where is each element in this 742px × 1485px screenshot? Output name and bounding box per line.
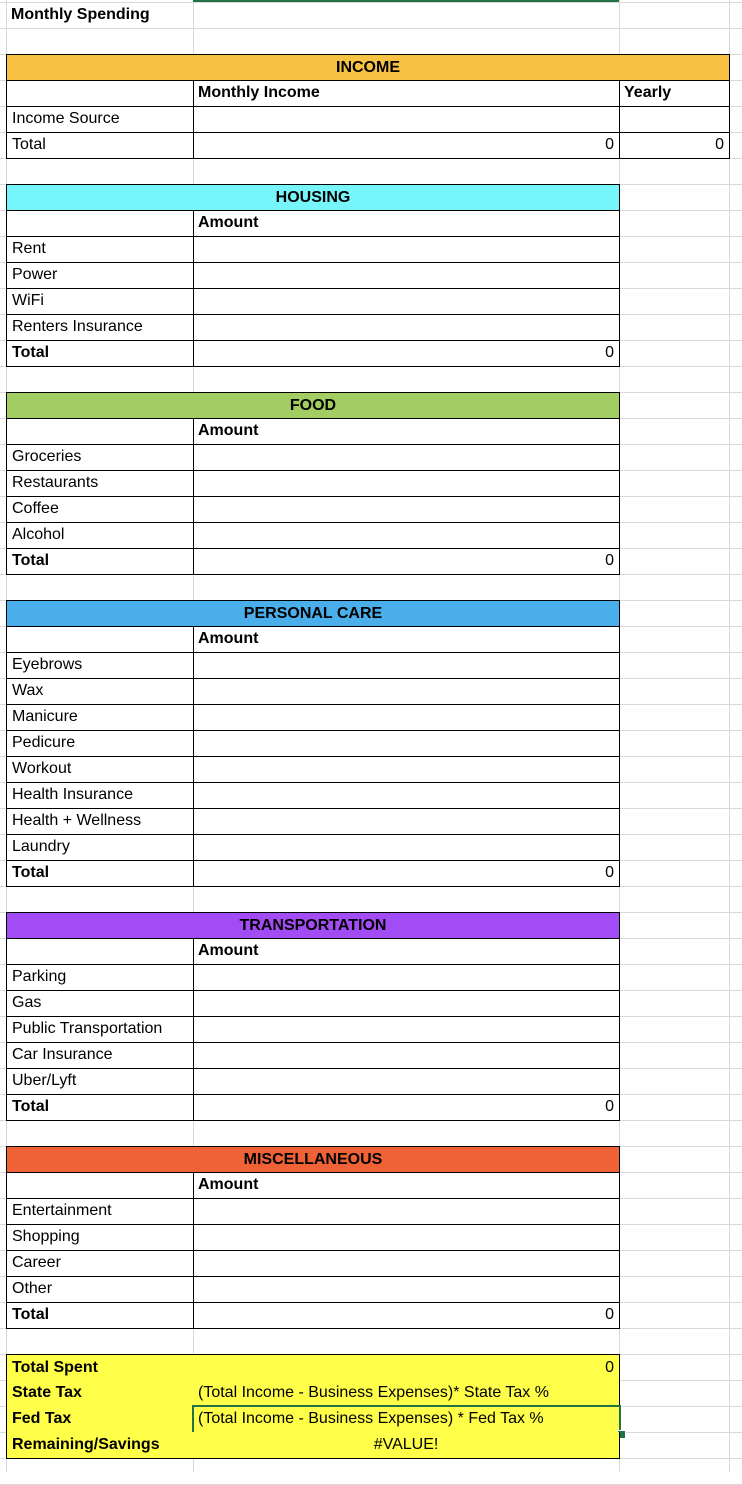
expense-amount-cell[interactable] xyxy=(193,522,620,549)
expense-row-label: Health + Wellness xyxy=(6,808,194,835)
expense-amount-cell[interactable] xyxy=(193,444,620,471)
expense-amount-cell[interactable] xyxy=(193,1250,620,1277)
income-yearly-cell[interactable] xyxy=(619,106,730,133)
expense-row-label: Uber/Lyft xyxy=(6,1068,194,1095)
column-header-yearly: Yearly xyxy=(619,80,730,107)
column-header-amount: Amount xyxy=(193,418,620,445)
expense-row-label: Alcohol xyxy=(6,522,194,549)
column-header-amount: Amount xyxy=(193,210,620,237)
section-total-label: Total xyxy=(6,548,194,575)
section-header-housing: HOUSING xyxy=(6,184,620,211)
section-total-value[interactable]: 0 xyxy=(193,548,620,575)
expense-amount-cell[interactable] xyxy=(193,314,620,341)
expense-row-label: Manicure xyxy=(6,704,194,731)
summary-value-fed-tax[interactable]: (Total Income - Business Expenses) * Fed Tax % xyxy=(193,1406,620,1433)
expense-row-label: Public Transportation xyxy=(6,1016,194,1043)
section-total-value[interactable]: 0 xyxy=(193,1094,620,1121)
expense-row-label: Shopping xyxy=(6,1224,194,1251)
section-total-label: Total xyxy=(6,860,194,887)
expense-row-label: Career xyxy=(6,1250,194,1277)
expense-row-label: Restaurants xyxy=(6,470,194,497)
blank-cell xyxy=(6,1172,194,1199)
summary-value-remaining[interactable]: #VALUE! xyxy=(193,1432,620,1459)
sheet-title: Monthly Spending xyxy=(11,6,150,23)
expense-row-label: Laundry xyxy=(6,834,194,861)
expense-row-label: Health Insurance xyxy=(6,782,194,809)
expense-row-label: Gas xyxy=(6,990,194,1017)
expense-amount-cell[interactable] xyxy=(193,1016,620,1043)
blank-cell xyxy=(6,626,194,653)
income-total-monthly[interactable]: 0 xyxy=(193,132,620,159)
expense-row-label: Eyebrows xyxy=(6,652,194,679)
gridline-col xyxy=(729,0,730,1472)
expense-amount-cell[interactable] xyxy=(193,1276,620,1303)
blank-cell xyxy=(6,938,194,965)
section-total-value[interactable]: 0 xyxy=(193,860,620,887)
income-monthly-cell[interactable] xyxy=(193,106,620,133)
expense-amount-cell[interactable] xyxy=(193,470,620,497)
expense-row-label: Wax xyxy=(6,678,194,705)
expense-row-label: Other xyxy=(6,1276,194,1303)
section-header-personal-care: PERSONAL CARE xyxy=(6,600,620,627)
expense-amount-cell[interactable] xyxy=(193,1224,620,1251)
blank-cell xyxy=(6,80,194,107)
expense-row-label: WiFi xyxy=(6,288,194,315)
expense-row-label: Workout xyxy=(6,756,194,783)
expense-row-label: Parking xyxy=(6,964,194,991)
expense-amount-cell[interactable] xyxy=(193,704,620,731)
section-total-label: Total xyxy=(6,1094,194,1121)
summary-value-total-spent[interactable]: 0 xyxy=(193,1354,620,1381)
expense-row-label: Renters Insurance xyxy=(6,314,194,341)
expense-amount-cell[interactable] xyxy=(193,236,620,263)
expense-amount-cell[interactable] xyxy=(193,834,620,861)
section-total-label: Total xyxy=(6,340,194,367)
column-header-monthly-income: Monthly Income xyxy=(193,80,620,107)
expense-amount-cell[interactable] xyxy=(193,756,620,783)
expense-amount-cell[interactable] xyxy=(193,782,620,809)
active-column-indicator xyxy=(193,0,619,2)
blank-cell xyxy=(6,418,194,445)
income-row-label: Income Source xyxy=(6,106,194,133)
expense-amount-cell[interactable] xyxy=(193,678,620,705)
expense-row-label: Power xyxy=(6,262,194,289)
income-total-yearly[interactable]: 0 xyxy=(619,132,730,159)
expense-row-label: Rent xyxy=(6,236,194,263)
section-total-label: Total xyxy=(6,1302,194,1329)
expense-amount-cell[interactable] xyxy=(193,1198,620,1225)
expense-amount-cell[interactable] xyxy=(193,808,620,835)
expense-amount-cell[interactable] xyxy=(193,262,620,289)
column-header-amount: Amount xyxy=(193,938,620,965)
expense-amount-cell[interactable] xyxy=(193,1042,620,1069)
expense-row-label: Pedicure xyxy=(6,730,194,757)
cell-selection-outline[interactable] xyxy=(192,1405,621,1434)
income-total-label: Total xyxy=(6,132,194,159)
expense-amount-cell[interactable] xyxy=(193,964,620,991)
section-header-miscellaneous: MISCELLANEOUS xyxy=(6,1146,620,1173)
expense-row-label: Car Insurance xyxy=(6,1042,194,1069)
section-total-value[interactable]: 0 xyxy=(193,1302,620,1329)
expense-amount-cell[interactable] xyxy=(193,1068,620,1095)
column-header-amount: Amount xyxy=(193,1172,620,1199)
summary-label-total-spent: Total Spent xyxy=(6,1354,194,1381)
summary-label-state-tax: State Tax xyxy=(6,1380,194,1407)
summary-label-fed-tax: Fed Tax xyxy=(6,1406,194,1433)
expense-amount-cell[interactable] xyxy=(193,990,620,1017)
summary-label-remaining: Remaining/Savings xyxy=(6,1432,194,1459)
expense-amount-cell[interactable] xyxy=(193,652,620,679)
expense-row-label: Groceries xyxy=(6,444,194,471)
column-header-amount: Amount xyxy=(193,626,620,653)
expense-row-label: Entertainment xyxy=(6,1198,194,1225)
section-header-food: FOOD xyxy=(6,392,620,419)
blank-cell xyxy=(6,210,194,237)
expense-amount-cell[interactable] xyxy=(193,730,620,757)
section-header-income: INCOME xyxy=(6,54,730,81)
gridline-row xyxy=(0,28,742,29)
summary-value-state-tax[interactable]: (Total Income - Business Expenses)* State Tax % xyxy=(193,1380,620,1407)
section-header-transportation: TRANSPORTATION xyxy=(6,912,620,939)
expense-row-label: Coffee xyxy=(6,496,194,523)
expense-amount-cell[interactable] xyxy=(193,288,620,315)
section-total-value[interactable]: 0 xyxy=(193,340,620,367)
expense-amount-cell[interactable] xyxy=(193,496,620,523)
